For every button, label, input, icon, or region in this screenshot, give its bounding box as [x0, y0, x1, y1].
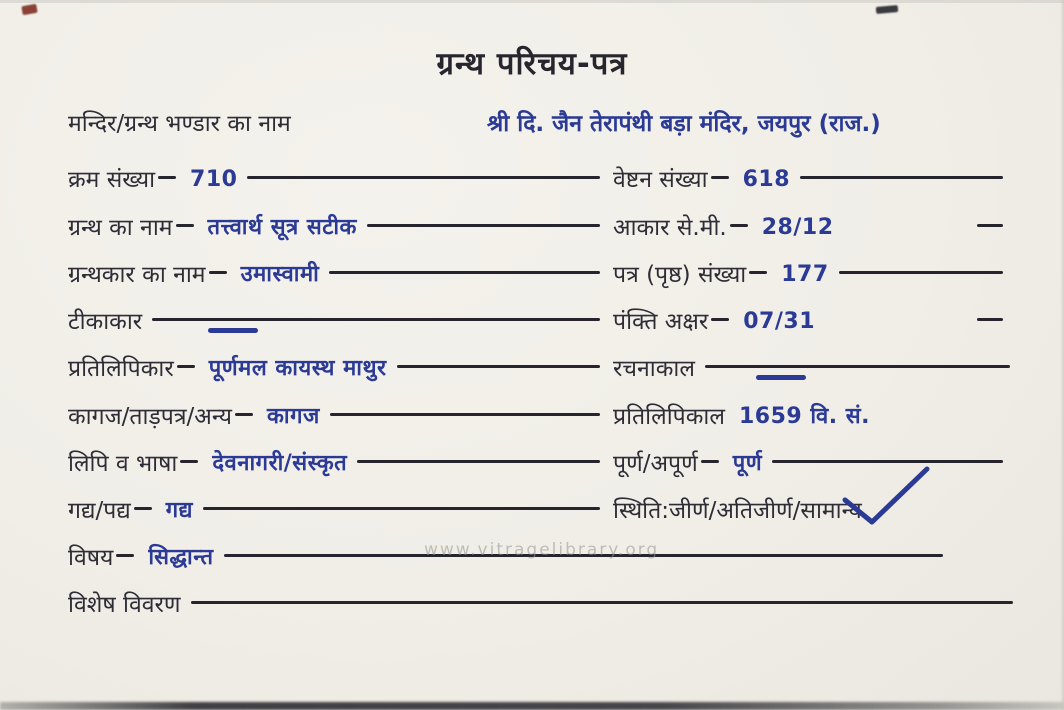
rule-line — [357, 460, 600, 463]
field-label: आकार से.मी. — [613, 215, 727, 241]
scan-artifact-bottom-edge — [0, 702, 1064, 710]
field-label: टीकाकार — [68, 309, 143, 335]
scan-artifact-top-edge — [0, 0, 1064, 3]
page-title: ग्रन्थ परिचय-पत्र — [436, 46, 628, 82]
rule-line — [397, 365, 601, 368]
rule-connector — [701, 460, 719, 463]
field-value: 177 — [781, 262, 829, 287]
field-value: पूर्णमल कायस्थ माथुर — [208, 356, 387, 381]
field-value: 28/12 — [761, 215, 834, 240]
row-manuscript-name — [68, 211, 600, 245]
rule-connector — [134, 507, 152, 510]
rule-line — [772, 460, 1003, 463]
row-commentator — [68, 305, 600, 339]
rule-connector — [209, 271, 227, 274]
row-special-details — [68, 588, 1013, 622]
rule-line — [329, 271, 600, 274]
scan-artifact-dark-mark — [876, 5, 899, 14]
rule-line — [203, 507, 600, 510]
row-material — [68, 400, 600, 434]
field-value: 07/31 — [743, 309, 816, 334]
rule-connector — [158, 176, 176, 179]
rule-line — [247, 176, 600, 179]
row-lines-letters — [613, 305, 1003, 339]
rule-connector — [711, 318, 729, 321]
field-value: उमास्वामी — [240, 262, 320, 287]
rule-line — [839, 271, 1003, 274]
field-label: लिपि व भाषा — [68, 451, 178, 477]
row-script-language — [68, 447, 600, 481]
rule-line — [800, 176, 1003, 179]
rule-connector — [711, 176, 729, 179]
rule-connector — [749, 271, 767, 274]
row-condition — [613, 494, 1003, 528]
field-label: पत्र (पृष्ठ) संख्या — [613, 262, 747, 288]
rule-connector — [177, 365, 195, 368]
field-label: मन्दिर/ग्रन्थ भण्डार का नाम — [68, 111, 291, 137]
field-value: कागज — [266, 404, 320, 429]
field-label: विशेष विवरण — [68, 592, 181, 618]
row-copy-date — [613, 400, 1003, 434]
row-page-count — [613, 258, 1003, 292]
rule-line — [977, 318, 1003, 321]
field-value: तत्त्वार्थ सूत्र सटीक — [207, 215, 357, 240]
ink-dash — [756, 375, 806, 380]
row-size-cm — [613, 211, 1003, 245]
rule-line — [152, 318, 600, 321]
field-label: रचनाकाल — [613, 356, 695, 382]
rule-line — [330, 413, 600, 416]
row-composition-date — [613, 352, 1010, 386]
field-value: देवनागरी/संस्कृत — [212, 451, 348, 476]
field-value: सिद्धान्त — [148, 545, 214, 570]
row-scribe — [68, 352, 600, 386]
field-value: 1659 वि. सं. — [738, 404, 871, 429]
rule-connector — [176, 224, 194, 227]
field-label: ग्रन्थ का नाम — [68, 215, 173, 241]
field-label: स्थिति:जीर्ण/अतिजीर्ण/सामान्य — [613, 498, 862, 524]
scan-artifact-red-mark — [21, 4, 37, 15]
field-value: गद्य — [165, 498, 193, 523]
checkmark-icon — [835, 464, 935, 532]
field-value: 710 — [190, 167, 238, 192]
field-label: गद्य/पद्य — [68, 498, 131, 524]
field-label: पंक्ति अक्षर — [613, 309, 709, 335]
field-label: विषय — [68, 545, 114, 571]
field-label: प्रतिलिपिकाल — [613, 404, 725, 430]
field-label: पूर्ण/अपूर्ण — [613, 451, 698, 477]
rule-line — [367, 224, 600, 227]
scan-artifact-right-edge — [1060, 0, 1064, 710]
rule-line — [191, 601, 1013, 604]
rule-connector — [116, 554, 134, 557]
row-bundle-number — [613, 163, 1003, 197]
field-label: ग्रन्थकार का नाम — [68, 262, 206, 288]
ink-dash — [208, 328, 258, 333]
row-prose-verse — [68, 494, 600, 528]
field-label: वेष्टन संख्या — [613, 167, 708, 193]
row-author-name — [68, 258, 600, 292]
row-complete-incomplete — [613, 447, 1003, 481]
field-value: श्री दि. जैन तेरापंथी बड़ा मंदिर, जयपुर (राज.) — [487, 111, 881, 137]
field-value: 618 — [742, 167, 791, 192]
field-label: प्रतिलिपिकार — [68, 356, 174, 382]
row-serial-number — [68, 163, 600, 197]
rule-line — [977, 224, 1003, 227]
rule-connector — [180, 460, 198, 463]
field-value: पूर्ण — [732, 451, 763, 476]
rule-connector — [730, 224, 748, 227]
rule-connector — [235, 413, 253, 416]
field-label: क्रम संख्या — [68, 167, 156, 193]
row-repository-name — [68, 107, 1058, 141]
rule-line — [705, 365, 1010, 368]
field-label: कागज/ताड़पत्र/अन्य — [68, 404, 232, 430]
watermark: www.vitragelibrary.org — [424, 540, 660, 560]
